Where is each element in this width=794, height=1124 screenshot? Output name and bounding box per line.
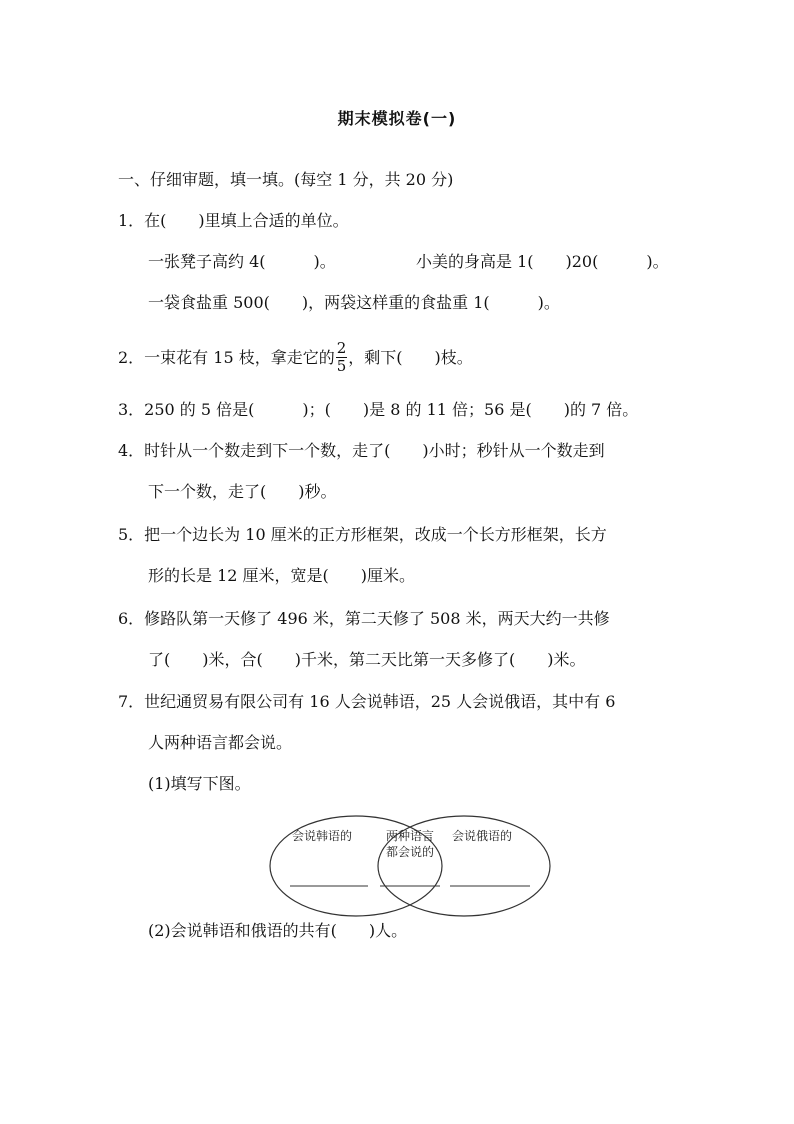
q6-line1: 6．修路队第一天修了 496 米，第二天修了 508 米，两天大约一共修 bbox=[118, 609, 610, 628]
venn-center-label-line1: 两种语言 bbox=[385, 829, 434, 843]
q2-before: 2．一束花有 15 枝，拿走它的 bbox=[118, 348, 335, 367]
q7-line1: 7．世纪通贸易有限公司有 16 人会说韩语，25 人会说俄语，其中有 6 bbox=[118, 692, 616, 711]
section-heading: 一、仔细审题，填一填。(每空 1 分，共 20 分) bbox=[118, 170, 454, 189]
venn-center-label bbox=[378, 828, 442, 860]
q1-line-a1: 一张凳子高约 4( )。 bbox=[148, 252, 336, 271]
q2-fraction bbox=[336, 341, 348, 374]
q7-sub2: (2)会说韩语和俄语的共有( )人。 bbox=[148, 921, 408, 940]
q4-line1: 4．时针从一个数走到下一个数，走了( )小时；秒针从一个数走到 bbox=[118, 441, 605, 460]
q2-text bbox=[118, 339, 473, 375]
q4-line2: 下一个数，走了( )秒。 bbox=[148, 482, 337, 501]
fraction-numerator: 2 bbox=[336, 339, 347, 357]
q5-line1: 5．把一个边长为 10 厘米的正方形框架，改成一个长方形框架，长方 bbox=[118, 525, 607, 544]
q5-line2: 形的长是 12 厘米，宽是( )厘米。 bbox=[148, 566, 416, 585]
venn-center-label-line2: 都会说的 bbox=[385, 845, 434, 859]
venn-right-label: 会说俄语的 bbox=[452, 829, 513, 843]
venn-left-label: 会说韩语的 bbox=[292, 829, 353, 843]
q6-line2: 了( )米，合( )千米，第二天比第一天多修了( )米。 bbox=[148, 650, 586, 669]
q7-line2: 人两种语言都会说。 bbox=[148, 733, 293, 752]
q1-line-a2: 小美的身高是 1( )20( )。 bbox=[416, 252, 669, 271]
q1-line-b: 一袋食盐重 500( )，两袋这样重的食盐重 1( )。 bbox=[148, 293, 560, 312]
q2-after: ，剩下( )枝。 bbox=[348, 348, 473, 367]
page-title: 期末模拟卷(一) bbox=[337, 109, 457, 128]
q3-text: 3．250 的 5 倍是( )；( )是 8 的 11 倍；56 是( )的 7 倍。 bbox=[118, 400, 639, 419]
fraction-denominator: 5 bbox=[336, 357, 347, 375]
q7-sub1: (1)填写下图。 bbox=[148, 774, 251, 793]
q1-stem: 1．在( )里填上合适的单位。 bbox=[118, 211, 349, 230]
venn-diagram bbox=[268, 812, 558, 920]
